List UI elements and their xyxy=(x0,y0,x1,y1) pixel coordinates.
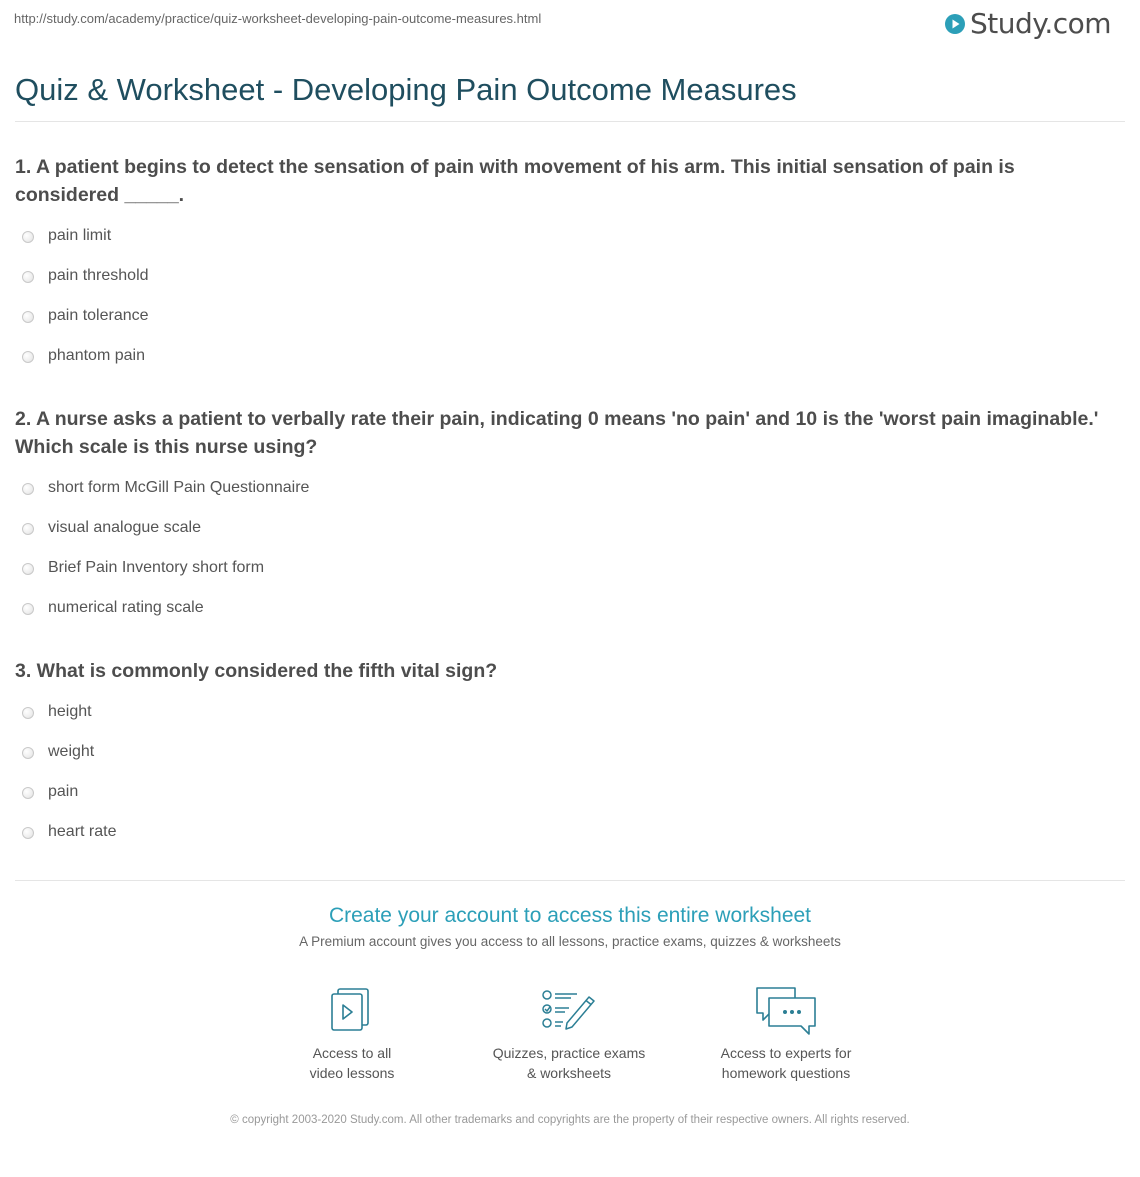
option-label: numerical rating scale xyxy=(48,599,204,616)
cta-divider xyxy=(15,880,1125,881)
logo-text: Study.com xyxy=(970,7,1112,40)
page-url: http://study.com/academy/practice/quiz-worksheet-developing-pain-outcome-measures.html xyxy=(14,11,542,26)
title-divider xyxy=(15,121,1125,122)
page-title: Quiz & Worksheet - Developing Pain Outcome Measures xyxy=(15,72,797,107)
premium-description: A Premium account gives you access to all lessons, practice exams, quizzes & worksheets xyxy=(299,934,841,949)
feature-label-line1: Quizzes, practice exams xyxy=(492,1045,646,1061)
option-label: heart rate xyxy=(48,823,117,840)
answer-option[interactable] xyxy=(22,772,116,812)
radio-button[interactable] xyxy=(22,231,34,243)
option-label: phantom pain xyxy=(48,347,145,364)
feature-experts xyxy=(696,983,876,1083)
answer-option[interactable] xyxy=(22,812,116,852)
feature-label-line1: Access to experts for xyxy=(720,1045,852,1061)
question-3-text: 3. What is commonly considered the fifth vital sign? xyxy=(15,660,498,682)
radio-button[interactable] xyxy=(22,271,34,283)
feature-quizzes xyxy=(479,983,659,1083)
radio-button[interactable] xyxy=(22,747,34,759)
radio-button[interactable] xyxy=(22,311,34,323)
feature-label-line2: video lessons xyxy=(309,1065,395,1081)
radio-button[interactable] xyxy=(22,827,34,839)
feature-label-line1: Access to all xyxy=(312,1045,392,1061)
answer-option[interactable] xyxy=(22,508,309,548)
radio-button[interactable] xyxy=(22,563,34,575)
answer-option[interactable] xyxy=(22,216,149,256)
radio-button[interactable] xyxy=(22,603,34,615)
radio-button[interactable] xyxy=(22,787,34,799)
option-label: weight xyxy=(48,743,95,760)
feature-video-lessons xyxy=(262,983,442,1083)
study-logo[interactable] xyxy=(944,7,1111,41)
option-label: visual analogue scale xyxy=(48,519,201,536)
play-circle-icon xyxy=(944,13,966,35)
radio-button[interactable] xyxy=(22,523,34,535)
option-label: pain tolerance xyxy=(48,307,149,324)
feature-label-line2: homework questions xyxy=(721,1065,851,1081)
answer-option[interactable] xyxy=(22,732,116,772)
option-label: short form McGill Pain Questionnaire xyxy=(48,479,310,496)
answer-option[interactable] xyxy=(22,296,149,336)
answer-option[interactable] xyxy=(22,256,149,296)
radio-button[interactable] xyxy=(22,351,34,363)
option-label: pain threshold xyxy=(48,267,149,284)
option-label: pain xyxy=(48,783,79,800)
question-1-text: 1. A patient begins to detect the sensation of pain with movement of his arm. This initial sensation of pain is considered _____. xyxy=(15,156,1015,206)
option-label: height xyxy=(48,703,92,720)
answer-option[interactable] xyxy=(22,548,309,588)
radio-button[interactable] xyxy=(22,483,34,495)
question-1-options xyxy=(22,216,149,376)
feature-label-line2: & worksheets xyxy=(526,1065,612,1081)
question-2-text: 2. A nurse asks a patient to verbally rate their pain, indicating 0 means 'no pain' and 10 is the 'worst pain imaginable.' Which scale is this nurse using? xyxy=(15,408,1099,458)
answer-option[interactable] xyxy=(22,692,116,732)
quiz-checklist-icon xyxy=(539,983,599,1043)
question-3-options xyxy=(22,692,116,852)
option-label: Brief Pain Inventory short form xyxy=(48,559,265,576)
answer-option[interactable] xyxy=(22,468,309,508)
answer-option[interactable] xyxy=(22,336,149,376)
question-2-options xyxy=(22,468,309,628)
answer-option[interactable] xyxy=(22,588,309,628)
video-lessons-icon xyxy=(322,983,382,1043)
option-label: pain limit xyxy=(48,227,112,244)
copyright-text: © copyright 2003-2020 Study.com. All other trademarks and copyrights are the property of their respective owners. All rights reserved. xyxy=(230,1114,910,1126)
chat-bubbles-icon xyxy=(754,983,818,1043)
create-account-link[interactable]: Create your account to access this entire worksheet xyxy=(328,904,812,927)
radio-button[interactable] xyxy=(22,707,34,719)
